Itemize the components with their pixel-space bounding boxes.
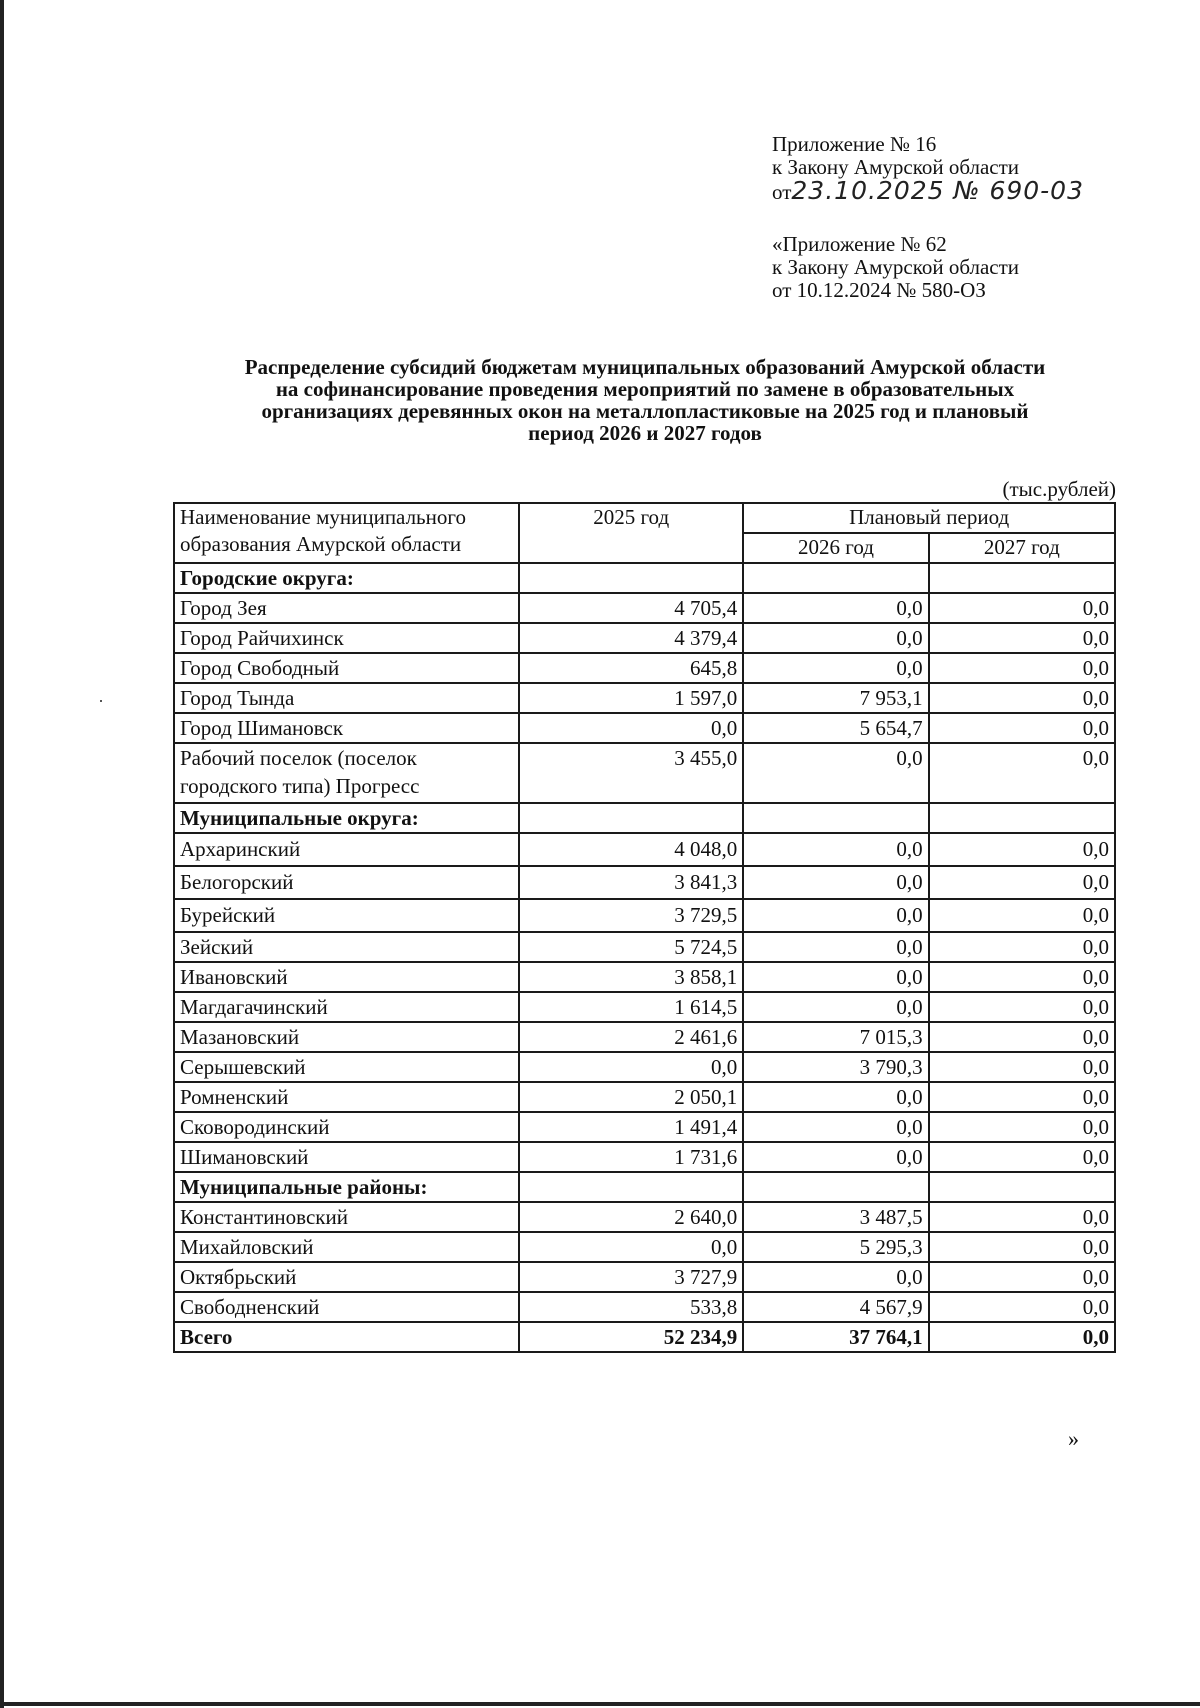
original-appendix-number: «Приложение № 62 [772,232,947,256]
value-2025: 0,0 [519,1052,743,1082]
row-name: Сковородинский [174,1112,519,1142]
value-2027: 0,0 [929,1112,1115,1142]
total-2025: 52 234,9 [519,1322,743,1352]
row-name: Магдагачинский [174,992,519,1022]
title-line: период 2026 и 2027 годов [528,421,762,445]
table-row [174,1292,1115,1322]
value-2025: 2 640,0 [519,1202,743,1232]
value-2027: 0,0 [929,623,1115,653]
table-row [174,593,1115,623]
row-name: Город Шимановск [174,713,519,743]
row-name: Город Райчихинск [174,623,519,653]
value-2025: 0,0 [519,1232,743,1262]
table-row [174,1202,1115,1232]
value-2025: 1 597,0 [519,683,743,713]
appendix-date-line [772,176,1084,205]
appendix-date-prefix: от [772,180,792,204]
table-row [174,1142,1115,1172]
value-2027: 0,0 [929,866,1115,899]
header-2027: 2027 год [929,533,1115,563]
header-2025: 2025 год [519,503,743,563]
row-name: Город Зея [174,593,519,623]
section-row [174,803,1115,833]
value-2027: 0,0 [929,1262,1115,1292]
value-2026: 0,0 [743,743,928,803]
value-2027: 0,0 [929,899,1115,932]
value-2026: 0,0 [743,866,928,899]
table-row [174,623,1115,653]
value-2025: 2 050,1 [519,1082,743,1112]
title-line: Распределение субсидий бюджетам муниципальных образований Амурской области [244,355,1046,379]
section-label: Городские округа: [174,563,519,593]
value-2026: 0,0 [743,593,928,623]
value-2026: 0,0 [743,833,928,866]
row-name: Константиновский [174,1202,519,1232]
original-appendix-law: к Закону Амурской области [772,255,1020,279]
value-2027: 0,0 [929,653,1115,683]
total-2027: 0,0 [929,1322,1115,1352]
value-2026: 0,0 [743,899,928,932]
value-2026: 0,0 [743,932,928,962]
value-2027: 0,0 [929,1202,1115,1232]
row-name: Ивановский [174,962,519,992]
value-2025: 3 455,0 [519,743,743,803]
header-plan-period: Плановый период [743,503,1115,533]
section-label: Муниципальные районы: [174,1172,519,1202]
value-2026: 0,0 [743,992,928,1022]
value-2027: 0,0 [929,833,1115,866]
row-name: Город Тында [174,683,519,713]
title-line: организациях деревянных окон на металлопластиковые на 2025 год и плановый [261,399,1029,423]
original-appendix-header [772,233,1019,302]
row-name: Шимановский [174,1142,519,1172]
value-2025: 4 048,0 [519,833,743,866]
value-2025: 1 614,5 [519,992,743,1022]
value-2025: 3 729,5 [519,899,743,932]
row-name: Белогорский [174,866,519,899]
value-2026: 0,0 [743,1262,928,1292]
value-2027: 0,0 [929,713,1115,743]
table-row [174,899,1115,932]
row-name: Михайловский [174,1232,519,1262]
value-2026: 5 295,3 [743,1232,928,1262]
value-2027: 0,0 [929,962,1115,992]
table-row [174,962,1115,992]
empty-cell [519,803,743,833]
table-row [174,743,1115,803]
table-row [174,713,1115,743]
handwritten-date: 23.10.2025 № 690-03 [791,176,1084,205]
value-2026: 5 654,7 [743,713,928,743]
value-2025: 4 705,4 [519,593,743,623]
value-2027: 0,0 [929,743,1115,803]
value-2025: 3 841,3 [519,866,743,899]
value-2026: 0,0 [743,1112,928,1142]
value-2025: 645,8 [519,653,743,683]
row-name: Рабочий поселок (поселок городского типа) Прогресс [174,743,519,803]
section-row [174,1172,1115,1202]
value-2025: 3 858,1 [519,962,743,992]
value-2027: 0,0 [929,1142,1115,1172]
value-2026: 7 953,1 [743,683,928,713]
value-2027: 0,0 [929,1232,1115,1262]
subsidy-table [173,502,1116,1353]
header-name: Наименование муниципального образования Амурской области [174,503,519,563]
original-appendix-date: от 10.12.2024 № 580-ОЗ [772,278,986,302]
section-row [174,563,1115,593]
unit-label: (тыс.рублей) [1002,477,1116,501]
value-2027: 0,0 [929,1052,1115,1082]
header-2026: 2026 год [743,533,928,563]
appendix-number: Приложение № 16 [772,132,937,156]
value-2025: 1 491,4 [519,1112,743,1142]
scan-edge-left [0,0,4,1708]
empty-cell [743,563,928,593]
value-2025: 5 724,5 [519,932,743,962]
closing-quote: » [1068,1426,1079,1451]
table-row [174,932,1115,962]
empty-cell [519,563,743,593]
row-name: Мазановский [174,1022,519,1052]
value-2025: 2 461,6 [519,1022,743,1052]
value-2027: 0,0 [929,1082,1115,1112]
total-2026: 37 764,1 [743,1322,928,1352]
title-line: на софинансирование проведения мероприятий по замене в образовательных [275,377,1015,401]
value-2026: 0,0 [743,653,928,683]
value-2026: 0,0 [743,1082,928,1112]
empty-cell [519,1172,743,1202]
table-row [174,1022,1115,1052]
value-2026: 0,0 [743,1142,928,1172]
row-name: Архаринский [174,833,519,866]
document-title [170,356,1120,444]
table-row [174,992,1115,1022]
row-name: Город Свободный [174,653,519,683]
row-name: Ромненский [174,1082,519,1112]
table-row [174,1232,1115,1262]
value-2025: 0,0 [519,713,743,743]
section-label: Муниципальные округа: [174,803,519,833]
value-2026: 0,0 [743,623,928,653]
scan-speck [100,700,102,702]
value-2026: 7 015,3 [743,1022,928,1052]
value-2027: 0,0 [929,992,1115,1022]
table-row [174,833,1115,866]
table-row [174,653,1115,683]
scan-edge-bottom [0,1702,1200,1706]
row-name: Бурейский [174,899,519,932]
empty-cell [743,803,928,833]
row-name: Октябрьский [174,1262,519,1292]
value-2025: 533,8 [519,1292,743,1322]
table-row [174,1082,1115,1112]
table-row [174,866,1115,899]
row-name: Зейский [174,932,519,962]
total-row [174,1322,1115,1352]
empty-cell [743,1172,928,1202]
value-2027: 0,0 [929,932,1115,962]
value-2026: 0,0 [743,962,928,992]
table-row [174,1052,1115,1082]
value-2026: 3 487,5 [743,1202,928,1232]
appendix-law: к Закону Амурской области [772,155,1020,179]
empty-cell [929,803,1115,833]
value-2027: 0,0 [929,683,1115,713]
row-name: Серышевский [174,1052,519,1082]
table-row [174,683,1115,713]
table-row [174,1112,1115,1142]
value-2027: 0,0 [929,1292,1115,1322]
value-2027: 0,0 [929,1022,1115,1052]
table-row [174,1262,1115,1292]
empty-cell [929,563,1115,593]
value-2025: 3 727,9 [519,1262,743,1292]
value-2025: 4 379,4 [519,623,743,653]
total-label: Всего [174,1322,519,1352]
appendix-header [772,133,1084,204]
empty-cell [929,1172,1115,1202]
value-2027: 0,0 [929,593,1115,623]
row-name: Свободненский [174,1292,519,1322]
value-2026: 3 790,3 [743,1052,928,1082]
header-row [174,503,1115,533]
value-2026: 4 567,9 [743,1292,928,1322]
value-2025: 1 731,6 [519,1142,743,1172]
